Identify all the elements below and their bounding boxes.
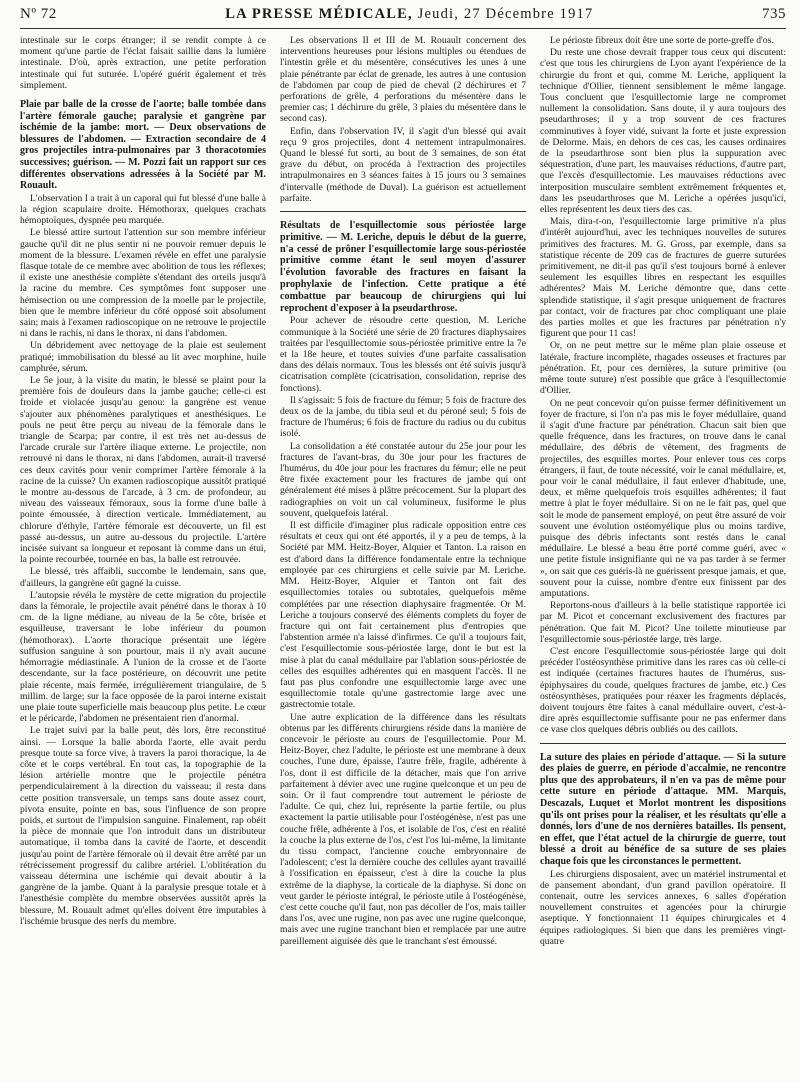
masthead-title: LA PRESSE MÉDICALE, <box>225 6 413 22</box>
page-number: 735 <box>761 6 786 22</box>
column-1 <box>20 35 266 1075</box>
paragraph: Le 5e jour, à la visite du matin, le blessé se plaint pour la première fois de douleurs dans la jambe gauche; celle-ci est froide et violacée jusqu'au genou: la gangrène est venue s'ajouter aux phénomènes paralytiques et anesthésiques. Le pouls ne peut être perçu au niveau de la fémorale dans le triangle de Scarpa; par contre, il est très net au-dessus de l'arcade crurale sur l'artère iliaque externe. Le projectile, non retrouvé ni dans le thorax, ni dans l'abdomen, aurait-il traversé ces deux cavités pour venir comprimer l'artère fémorale à la racine de la cuisse? Un examen radioscopique aussitôt pratiqué le montre au-dessous de l'arcade, à 3 cm. de profondeur, au niveau des vaisseaux fémoraux, sous la forme d'une balle à pointe émoussée, à direction verticale. Immédiatement, au chlorure d'éthyle, l'artère fémorale est découverte, un fil est passé au-dessus, un autre au-dessous du projectile. L'artère incisée suivant sa longueur et reposant là comme dans un étui, la pointe recourbée, tournée en bas, la balle est retrouvée. <box>20 375 266 566</box>
column-3 <box>540 35 786 1075</box>
paragraph: Reportons-nous d'ailleurs à la belle statistique rapportée ici par M. Picot et concernant exclusivement des fractures par pénétration. Que fait M. Picot? Une toilette minutieuse par l'esquillectomie sous-périostée large, très large. <box>540 600 786 645</box>
paragraph: C'est encore l'esquillectomie sous-périostée large qui doit précéder l'ostéosynthèse primitive dans les rares cas où celle-ci est indiquée (certaines fractures hautes de l'humérus, sus-épiphysaires du coude, quelques fractures de jambe, etc.) Ces ostéosynthèses, pratiquées pour réaxer les fragments déplacés, doivent toujours être faites à canal médullaire ouvert, c'est-à-dire après esquillectomie suffisante pour ne pas enfermer dans ce vase clos quelques débris oubliés ou des caillots. <box>540 645 786 736</box>
paragraph: Il est difficile d'imaginer plus radicale opposition entre ces résultats et ceux qui ont été apportés, il y a peu de temps, à la Société par MM. Heitz-Boyer, Alquier et Tanton. La raison en est d'abord dans la différence fondamentale entre la technique employée par ces chirurgiens et celle suivie par M. Leriche. MM. Heitz-Boyer, Alquier et Tanton ont fait des esquillectomies totales ou subtotales, quelquefois même complétées par une résection diaphysaire fragmentée. Or M. Leriche a toujours conservé des éléments complets du foyer de fracture qui ont fait certainement plus d'entropies que l'abstention armée n'a laissé d'infirmes. Ce qu'il a toujours fait, c'est l'esquillectomie sous-périostée large, dont le but est la mise à plat du canal médullaire par l'ablation sous-périostée de celles des esquilles adhérentes qui en masquent l'accès. Il ne faut pas plus confondre une esquillectomie large avec une esquillectomie totale qu'une gastrectomie large avec une gastrectomie totale. <box>280 520 526 711</box>
paragraph: Le blessé, très affaibli, succombe le lendemain, sans que, d'ailleurs, la gangrène eût gagné la cuisse. <box>20 566 266 589</box>
column-2 <box>280 35 526 1075</box>
paragraph: Enfin, dans l'observation IV, il s'agit d'un blessé qui avait reçu 9 gros projectiles, dont 4 nettement intrapulmonaires. Quand le blessé fut sorti, au bout de 3 semaines, de son état grave du début, on procéda à l'extraction des projectiles intrapulmonaires en 3 séances faites à 15 jours ou 3 semaines d'intervalle (méthode de Duval). La guérison est actuellement parfaite. <box>280 125 526 204</box>
paragraph: Pour achever de résoudre cette question, M. Leriche communique à la Société une série de 20 fractures diaphysaires traitées par l'esquillectomie sous-périostée primitive entre la 7e et la 18e heure, et toutes suivies d'une parfaite cassalisation dans des délais normaux. Tous les blessés ont été suivis jusqu'à cicatrisation complète (cicatrisation, consolidation, reprise des fonctions). <box>280 315 526 394</box>
paragraph: Les observations II et III de M. Rouault concernent des interventions heureuses pour lésions multiples ou étendues de l'intestin grêle et du mésentère, consécutives les unes à une plaie pénétrante par éclat de grenade, les autres à une contusion de l'abdomen par coup de pied de cheval (2 déchirures et 7 perforations de grêle, 4 perforations du mésentère dans le premier cas; 1 déchirure du grêle, 3 plaies du mésentère dans le second cas). <box>280 35 526 125</box>
paragraph: Du reste une chose devrait frapper tous ceux qui discutent: c'est que tous les chirurgiens de Lyon ayant l'expérience de la chirurgie du front et qui, comme M. Leriche, appliquent la technique d'Ollier, tiennent sensiblement le même langage. Tous concluent que l'esquillectomie large ne compromet nullement la consolidation. Sans doute, il y aura toujours des pseudarthroses; il y a trop souvent de ces fractures comminutives à foyer vidé, suivant la forte et juste expression de Delorme. Mais, en dehors de ces cas, les causes ordinaires de la pseudarthrose sont bien plus la suppuration avec séquestration, d'une part, les mauvaises réductions, d'autre part, que l'excès d'esquillectomie. Les mauvaises réductions avec interposition musculaire semblent extrêmement fréquentes et, dans les pseudarthroses que M. Leriche a opérées jusqu'ici, elles représentent les deux tiers des cas. <box>540 47 786 216</box>
paragraph: La consolidation a été constatée autour du 25e jour pour les fractures de l'avant-bras, du 30e jour pour les fractures de l'humérus, du 40e jour pour les fractures du fémur; elle ne peut être fixée exactement pour les fractures de jambe qui ont généralement été mises à plâtre précocement. Sur la plupart des radiographies on voit un cal volumineux, fusiforme le plus souvent, quelquefois latéral. <box>280 440 526 519</box>
section-heading: Plaie par balle de la crosse de l'aorte; balle tombée dans l'artère fémorale gauche; paralysie et gangrène par ischémie de la jambe: mort. — Deux observations de blessures de l'abdomen. — Extraction secondaire de 4 gros projectiles intra-pulmonaires par 3 thoracotomies successives; guérison. — M. Pozzi fait un rapport sur ces différentes observations adressées à la Société par M. Rouault. <box>20 99 266 192</box>
paragraph: intestinale sur le corps étranger; il se rendit compte à ce moment qu'une partie de l'éclat faisait saillie dans la lumière intestinale. D'où, après extraction, une petite perforation intestinale qui fut suturée. L'opéré guérit également et très simplement. <box>20 35 266 91</box>
section-heading: Résultats de l'esquillectomie sous périostée large primitive. — M. Leriche, depuis le début de la guerre, n'a cessé de prôner l'esquillectomie large sous-périostée primitive comme étant le seul moyen d'assurer l'évolution favorable des fractures en faisant la prophylaxie de l'infection. Cette pratique a été combattue par beaucoup de chirurgiens qui lui reprochent d'exposer à la pseudarthrose. <box>280 220 526 314</box>
masthead <box>225 6 593 23</box>
paragraph: Il s'agissait: 5 fois de fracture du fémur; 5 fois de fracture des deux os de la jambe, du tibia seul et du péroné seul; 5 fois de fracture de l'humérus; 6 fois de fracture du radius ou du cubitus isolé. <box>280 394 526 440</box>
paragraph: Le périoste fibreux doit être une sorte de porte-greffe d'os. <box>550 35 774 46</box>
paragraph: Les chirurgiens disposaient, avec un matériel instrumental et de pansement abondant, d'un grand pavillon opératoire. Il contenait, outre les services annexes, 6 salles d'opération nouvellement construites et agencées pour la chirurgie aseptique. Y fonctionnaient 11 équipes chirurgicales et 4 équipes radiologiques. Si bien que dans les premières vingt-quatre <box>540 868 786 947</box>
issue-number: Nº 72 <box>20 6 57 22</box>
paragraph: Le blessé attire surtout l'attention sur son membre inférieur gauche qu'il dit ne plus sentir ni ne pouvoir remuer depuis le moment de la blessure. L'examen révèle en effet une paralysie flasque totale de ce membre avec abolition de tous les réflexes; il existe une anesthésie complète s'étendant des orteils jusqu'à la racine du membre. Ces symptômes font supposer une hémisection ou une compression de la moelle par le projectile, bien que le membre inférieur du côté opposé soit absolument sain; mais à l'examen radioscopique on ne retrouve le projectile ni dans le rachis, ni dans le thorax, ni dans l'abdomen. <box>20 227 266 340</box>
paragraph: Le trajet suivi par la balle peut, dès lors, être reconstitué ainsi. — Lorsque la balle aborda l'aorte, elle avait perdu presque toute sa force vive, à travers la paroi thoracique, la 4e côte et le corps vertébral. En tout cas, la topographie de la lésion artérielle montre que le projectile pénétra perpendiculairement à la direction du vaisseau; il resta dans cette position transversale, un temps sans doute assez court, pivota ensuite, pointe en bas, sous l'influence de son propre poids, et surtout de l'impulsion sanguine. Finalement, rap obéit la pièce de monnaie que l'on introduit dans un distributeur automatique, il tomba dans la cavité de l'aorte, et descendit jusqu'au point de l'artère fémorale où il devait être arrêté par un rétrécissement progressif du calibre artériel. L'oblitération du vaisseau détermina une ischémie qui devait aboutir à la gangrène de la jambe. Quant à la paralysie presque totale et à l'anesthésie complète du membre observées aussitôt après la blessure, M. Rouault admet qu'elles doivent être imputables à l'ischémie brusque des nerfs du membre. <box>20 725 266 927</box>
paragraph: L'autopsie révéla le mystère de cette migration du projectile dans la fémorale, le projectile avait pénétré dans le thorax à 10 cm. de la ligne médiane, au niveau de la 5e côte, brisée et esquilleuse, traversant le lobe inférieur du poumon (hémothorax). L'aorte thoracique présentait une légère suffusion sanguine à son pourtour, mais il n'y avait aucune hémorragie médiastinale. A l'union de la crosse et de l'aorte descendante, sur la face postérieure, on découvrit une petite plaie récente, mais fermée, irrégulièrement triangulaire, de 5 millim. de large; sur la face opposée de la paroi interne existait une plaie toute superficielle mais beaucoup plus petite. Le cœur et le péricarde, l'abdomen ne présentaient rien d'anormal. <box>20 589 266 725</box>
article-columns <box>20 35 786 1075</box>
paragraph: Or, on ne peut mettre sur le même plan plaie osseuse et latérale, fracture incomplète, rhagades osseuses et fractures par pénétration. Et, pour ces dernières, la suture primitive (ou même toute suture) n'est possible que grâce à l'esquillectomie d'Ollier. <box>540 340 786 397</box>
section-divider <box>540 743 786 744</box>
section-divider <box>280 211 526 212</box>
section-heading: La suture des plaies en période d'attaque. — Si la suture des plaies de guerre, en période d'accalmie, ne rencontre plus que des approbateurs, il n'en va pas de même pour cette suture en période d'attaque. MM. Marquis, Descazals, Luquet et Morlot montrent les dispositions qu'ils ont prises pour la réaliser, et les résultats qu'elle a donnés, lors d'une de nos dernières batailles. Ils pensent, en effet, que l'état actuel de la chirurgie de guerre, tout blessé a droit au bénéfice de sa suture de ses plaies chaque fois que les circonstances le permettent. <box>540 751 786 867</box>
paragraph: Mais, dira-t-on, l'esquillectomie large primitive n'a plus d'intérêt aujourd'hui, avec les techniques nouvelles de sutures primitives des fractures. M. G. Gross, par exemple, dans sa statistique récente de 209 cas de fractures de guerre suturées primitivement, ne dit-il pas qu'il s'est toujours borné à enlever seulement les esquilles libres en respectant les esquilles adhérentes? Mais M. Leriche démontre que, dans cette splendide statistique, il s'agit presque uniquement de fractures par contact, voir de fractures par choc compliquant une plaie des parties molles et que les fractures par pénétration n'y figurent que pour 11 cas! <box>540 216 786 340</box>
paragraph: L'observation I a trait à un caporal qui fut blessé d'une balle à la région scapulaire droite. Hémothorax, quelques crachats hémoptoïques, dyspnée peu marquée. <box>20 192 266 227</box>
page-header <box>20 6 786 29</box>
paragraph: Un débridement avec nettoyage de la plaie est seulement pratiqué; immobilisation du blessé au lit avec morphine, huile camphrée, sérum. <box>20 340 266 374</box>
paragraph: On ne peut concevoir qu'on puisse fermer définitivement un foyer de fracture, si l'on n'a pas mis le foyer médullaire, quand il s'agit d'une fracture par pénétration. Chacun sait bien que quelle fréquence, dans les fractures, on trouve dans le canal médullaire, des débris de vêtement, des fragments de projectiles, des esquilles mortes. Pour enlever tous ces corps étrangers, il faut, de toute nécessité, voir le canal médullaire, et, pour voir le canal médullaire, il faut enlever d'habitude, une, deux, et même quelquefois trois esquilles adhérentes; il faut mettre à plat le foyer médullaire. Si on ne le fait pas, quel que soit le mode de pansement employé, on peut être assuré de voir souvent une évolution ostéomyélique plus ou moins tardive, puisque des débris infectants sont restés dans le canal médullaire. Le blessé a beau être porté comme guéri, avec « une petite fistule insignifiante qui ne va pas tarder à se fermer », on sait que ces guéris-là ne guérissent presque jamais, et que, souvent pour la cuisse, nombre d'entre eux finissent par des amputations. <box>540 397 786 599</box>
masthead-date: Jeudi, 27 Décembre 1917 <box>417 6 594 22</box>
paragraph: Une autre explication de la différence dans les résultats obtenus par les différents chirurgiens réside dans la manière de concevoir le périoste au cours de l'esquillectomie. Pour M. Heitz-Boyer, chez l'adulte, le périoste est une membrane à deux couches, l'une dure, épaisse, l'autre frêle, fragile, adhérente à l'os, dont il est difficile de la détacher, mais que l'on arrive parfaitement à dévier avec une rugine quelconque et un peu de soin. Or il faut comprendre tout autrement le périoste de l'adulte. Ce qui, chez lui, représente la partie fertile, ou plus exactement la partie utilisable pour l'ostéogénèse, n'est pas une couche frêle, adhérente à l'os, et isolable de l'os, c'est en réalité la couche la plus externe de l'os, c'est l'os lui-même, la limitante du tissu compact, l'ancienne couche embryonnaire de l'adolescent; c'est la dernière couche des cellules ayant travaillé à l'ossification en épaisseur, c'est à dire la couche la plus extrême de la diaphyse, la corticale de la diaphyse. Si donc on veut garder le périoste intégral, le périoste utile à l'ostéogénèse, c'est cette couche qu'il faut, non pas décoller de l'os, mais tailler dans l'os, avec une rugine, non pas avec une rugine quelconque, mais avec une rugine tranchant bien et remplacée par une autre pareillement aiguisée dès que le tranchant s'est émoussé. <box>280 711 526 947</box>
